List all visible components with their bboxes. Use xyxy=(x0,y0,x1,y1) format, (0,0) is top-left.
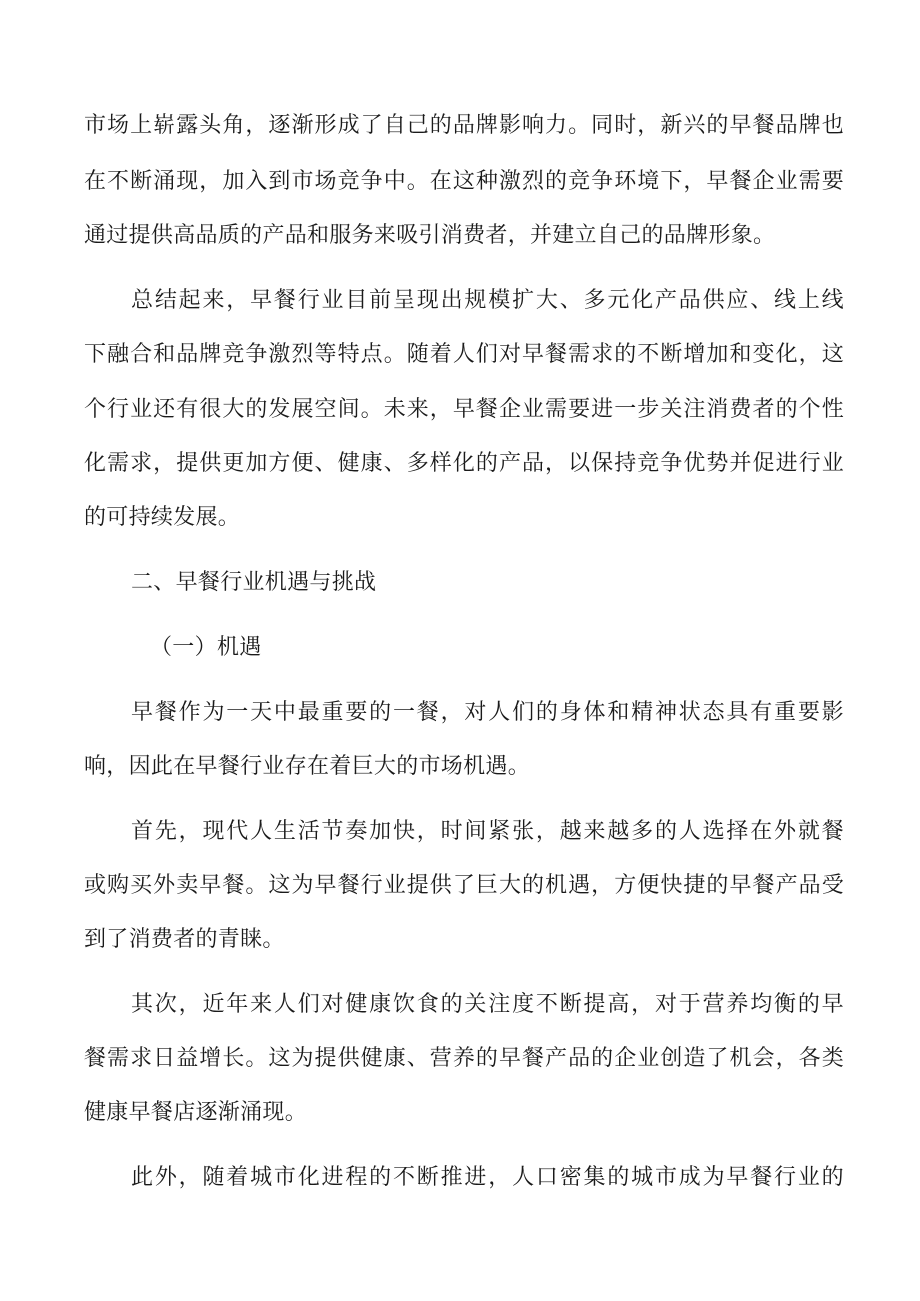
paragraph-line: 健康早餐店逐渐涌现。 xyxy=(84,1100,308,1125)
paragraph-line: 通过提供高品质的产品和服务来吸引消费者，并建立自己的品牌形象。 xyxy=(84,223,776,248)
paragraph-line: 早餐作为一天中最重要的一餐，对人们的身体和精神状态具有重要影 xyxy=(131,700,844,725)
subsection-heading: （一）机遇 xyxy=(150,635,262,660)
paragraph-line: 此外，随着城市化进程的不断推进，人口密集的城市成为早餐行业的 xyxy=(131,1165,844,1190)
paragraph-line: 首先，现代人生活节奏加快，时间紧张，越来越多的人选择在外就餐 xyxy=(131,819,844,844)
paragraph-line: 或购买外卖早餐。这为早餐行业提供了巨大的机遇，方便快捷的早餐产品受 xyxy=(84,873,844,898)
section-heading: 二、早餐行业机遇与挑战 xyxy=(131,570,377,595)
paragraph-line: 个行业还有很大的发展空间。未来，早餐企业需要进一步关注消费者的个性 xyxy=(84,397,844,422)
paragraph-line: 下融合和品牌竞争激烈等特点。随着人们对早餐需求的不断增加和变化，这 xyxy=(84,342,844,367)
paragraph-line: 化需求，提供更加方便、健康、多样化的产品，以保持竞争优势并促进行业 xyxy=(84,451,844,476)
paragraph-line: 的可持续发展。 xyxy=(84,505,241,530)
paragraph-line: 其次，近年来人们对健康饮食的关注度不断提高，对于营养均衡的早 xyxy=(131,992,844,1017)
paragraph-line: 总结起来，早餐行业目前呈现出规模扩大、多元化产品供应、线上线 xyxy=(131,288,844,313)
paragraph-line: 到了消费者的青睐。 xyxy=(84,927,285,952)
paragraph-line: 市场上崭露头角，逐渐形成了自己的品牌影响力。同时，新兴的早餐品牌也 xyxy=(84,113,844,138)
paragraph-line: 餐需求日益增长。这为提供健康、营养的早餐产品的企业创造了机会，各类 xyxy=(84,1046,844,1071)
paragraph-line: 响，因此在早餐行业存在着巨大的市场机遇。 xyxy=(84,754,531,779)
paragraph-line: 在不断涌现，加入到市场竞争中。在这种激烈的竞争环境下，早餐企业需要 xyxy=(84,169,844,194)
